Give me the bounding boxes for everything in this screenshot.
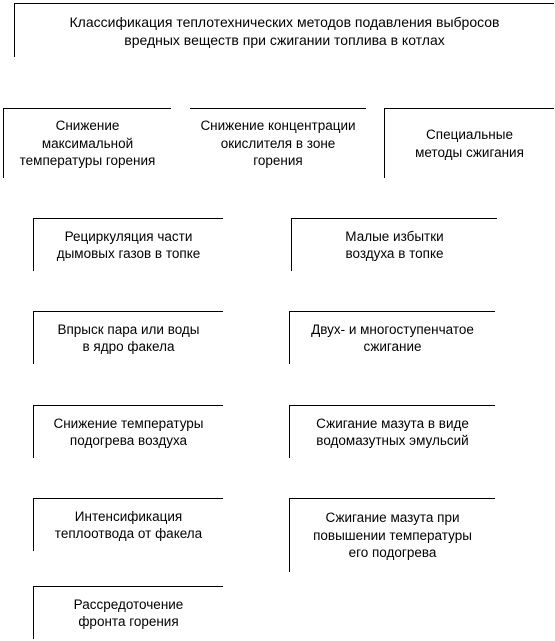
group-label: Снижение концентрации окислителя в зоне горения	[200, 118, 356, 169]
method-label: Малые избытки воздуха в топке	[345, 228, 444, 261]
method-label: Рассредоточение фронта горения	[73, 596, 184, 629]
diagram-title-box	[14, 3, 554, 57]
method-label: Рециркуляция части дымовых газов в топке	[56, 228, 201, 261]
method-box-flue-gas-recirculation	[33, 218, 223, 271]
method-box-flame-front-dispersion	[33, 586, 223, 639]
diagram-title: Классификация теплотехнических методов подавления выбросов вредных веществ при сжигании топлива в котлах	[69, 13, 500, 48]
method-label: Интенсификация теплоотвода от факела	[54, 508, 203, 541]
method-box-low-excess-air	[291, 218, 497, 271]
method-label: Сжигание мазута при повышении температуры его подогрева	[313, 510, 472, 561]
method-label: Сжигание мазута в виде водомазутных эмульсий	[316, 415, 469, 448]
group-box-oxidizer-concentration	[190, 108, 366, 178]
method-box-heat-removal-intensification	[33, 498, 223, 551]
method-box-heated-fuel-oil	[289, 498, 495, 572]
method-box-water-fuel-emulsion	[289, 405, 495, 458]
method-box-steam-water-injection	[33, 311, 223, 364]
method-label: Снижение температуры подогрева воздуха	[53, 415, 204, 448]
method-label: Впрыск пара или воды в ядро факела	[57, 321, 200, 354]
method-box-staged-combustion	[289, 311, 495, 364]
method-label: Двух- и многоступенчатое сжигание	[311, 321, 474, 354]
group-label: Специальные методы сжигания	[415, 127, 524, 160]
group-label: Снижение максимальной температуры горения	[19, 118, 156, 169]
group-box-special-methods	[384, 108, 554, 178]
group-box-max-temperature	[3, 108, 171, 178]
method-box-air-preheat-reduction	[33, 405, 223, 458]
